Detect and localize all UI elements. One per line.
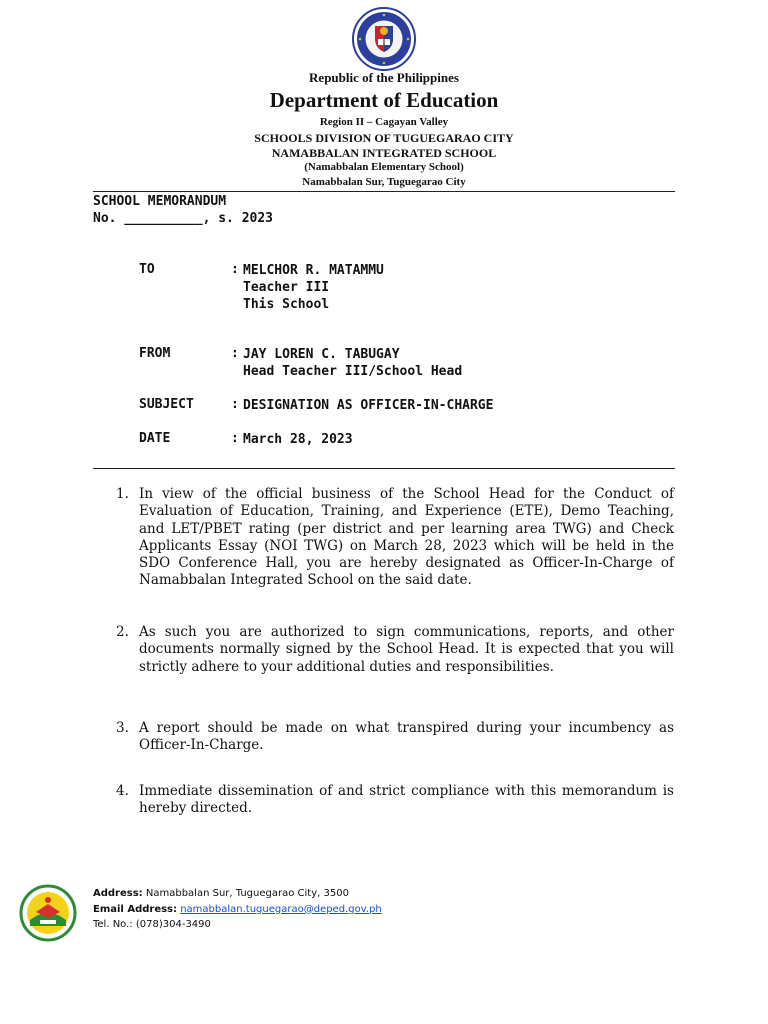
paragraph-number: 2. xyxy=(116,624,129,640)
department-heading: Department of Education xyxy=(269,88,499,112)
tel-value: (078)304-3490 xyxy=(135,919,211,930)
from-name: JAY LOREN C. TABUGAY xyxy=(243,347,400,362)
republic-heading: Republic of the Philippines xyxy=(309,70,459,85)
body-paragraph: A report should be made on what transpired during your incumbency as Officer-In-Charge. xyxy=(139,720,674,754)
school-address: Namabbalan Sur, Tuguegarao City xyxy=(302,176,466,188)
from-label: FROM xyxy=(139,346,171,361)
paragraph-number: 4. xyxy=(116,783,129,799)
from-position: Head Teacher III/School Head xyxy=(243,364,463,379)
email-label: Email Address: xyxy=(93,903,178,915)
tel-label: Tel. No.: xyxy=(93,919,133,930)
footer-address xyxy=(93,886,382,902)
date-colon: : xyxy=(231,431,239,446)
email-link[interactable]: namabbalan.tuguegarao@deped.gov.ph xyxy=(180,903,382,915)
to-office: This School xyxy=(243,297,330,312)
subject-label: SUBJECT xyxy=(139,397,194,412)
region-heading: Region II – Cagayan Valley xyxy=(319,116,449,128)
school-logo-icon xyxy=(16,884,80,942)
from-colon: : xyxy=(231,346,239,361)
memo-number: No. __________, s. 2023 xyxy=(93,211,274,226)
to-label: TO xyxy=(139,262,155,277)
memo-title: SCHOOL MEMORANDUM xyxy=(93,194,227,209)
deped-seal-icon xyxy=(348,6,420,72)
header-divider xyxy=(93,191,675,192)
date-label: DATE xyxy=(139,431,171,446)
school-alt-name: (Namabbalan Elementary School) xyxy=(304,161,464,173)
to-recipient xyxy=(243,262,384,313)
body-paragraph: Immediate dissemination of and strict compliance with this memorandum is hereby directed. xyxy=(139,783,674,817)
to-position: Teacher III xyxy=(243,280,330,295)
subject-value: DESIGNATION AS OFFICER-IN-CHARGE xyxy=(243,398,494,413)
to-name: MELCHOR R. MATAMMU xyxy=(243,263,384,278)
subject-colon: : xyxy=(231,397,239,412)
school-heading: NAMABBALAN INTEGRATED SCHOOL xyxy=(271,146,497,160)
footer-contact xyxy=(93,886,382,933)
body-paragraph: In view of the official business of the School Head for the Conduct of Evaluation of Education, Training, and Experience (ETE), Demo Teaching, and LET/PBET rating (per district and per learning area TWG) and Check Applicants Essay (NOI TWG) on March 28, 2023 which will be held in the SDO Conference Hall, you are hereby designated as Officer-In-Charge of Namabbalan Integrated School on the said date. xyxy=(139,486,674,589)
division-heading: SCHOOLS DIVISION OF TUGUEGARAO CITY xyxy=(254,131,514,145)
address-value: Namabbalan Sur, Tuguegarao City, 3500 xyxy=(145,888,349,899)
paragraph-number: 3. xyxy=(116,720,129,736)
to-colon: : xyxy=(231,262,239,277)
routing-divider xyxy=(93,468,675,469)
address-label: Address: xyxy=(93,888,143,899)
paragraph-number: 1. xyxy=(116,486,129,502)
from-sender xyxy=(243,346,462,380)
date-value: March 28, 2023 xyxy=(243,432,353,447)
body-paragraph: As such you are authorized to sign communications, reports, and other documents normally signed by the School Head. It is expected that you will strictly adhere to your additional duties and responsibilities. xyxy=(139,624,674,675)
footer-email xyxy=(93,902,382,918)
footer-phone xyxy=(93,917,382,933)
